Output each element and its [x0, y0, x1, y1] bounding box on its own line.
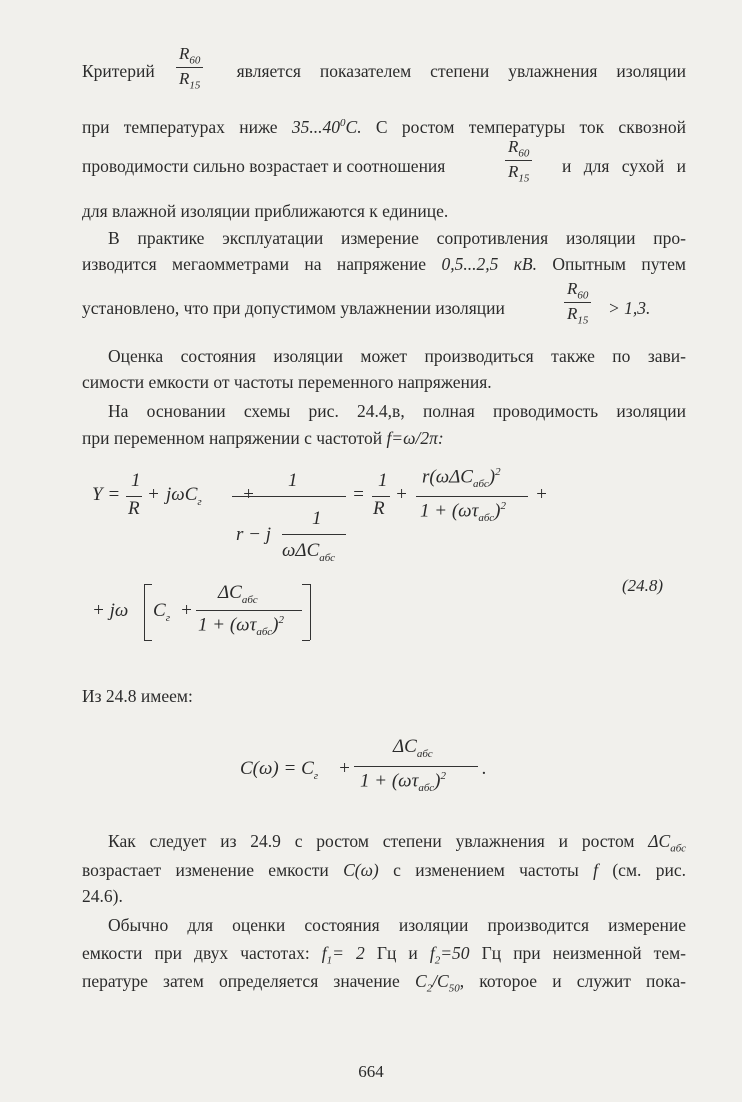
- f1: [321, 943, 365, 967]
- text: пературе затем определяется значение: [82, 971, 415, 991]
- eq-cg: [153, 600, 170, 624]
- dc-abc: [648, 831, 686, 855]
- para5-line2: [82, 859, 686, 881]
- t: =50: [440, 943, 470, 963]
- sub: 15: [189, 79, 201, 92]
- eq-op: +: [338, 758, 351, 779]
- voltage: 0,5...2,5 кВ.: [441, 254, 537, 274]
- t: ΔC: [393, 736, 417, 757]
- sub: абс: [319, 551, 336, 564]
- sub: 1: [326, 954, 333, 967]
- eq-op: +: [180, 600, 193, 621]
- eq2-den: [360, 770, 446, 794]
- t: f: [321, 943, 327, 963]
- t: = 2: [332, 943, 365, 963]
- eq-num: 1: [131, 470, 141, 491]
- eq-jwcg: [166, 484, 202, 508]
- eq-den: r − j: [236, 524, 271, 545]
- sub: 50: [448, 982, 460, 995]
- sup: 2: [500, 500, 506, 512]
- para4-line1: [108, 400, 686, 422]
- eq-num: 1: [378, 470, 388, 491]
- sub: абс: [670, 842, 686, 855]
- t: ΔC: [218, 582, 242, 603]
- eq-op: +: [395, 484, 408, 505]
- f2: [429, 943, 470, 967]
- para1-line2: [82, 112, 686, 138]
- para1-line4: [82, 200, 686, 222]
- t: ): [488, 466, 496, 488]
- sub: абс: [418, 782, 435, 795]
- para6-line2: [82, 942, 686, 972]
- eq-number: (24.8): [622, 576, 664, 595]
- text: установлено, что при допустимом увлажнении изоляции: [82, 298, 505, 318]
- para2-line3-end: [608, 297, 688, 319]
- t: f: [429, 943, 435, 963]
- sub: абс: [416, 747, 433, 760]
- t: C: [415, 971, 427, 991]
- sub: г: [197, 495, 202, 508]
- sub: г: [165, 611, 170, 624]
- t: 1 + (ωτ: [198, 614, 257, 636]
- text: при переменном напряжении с частотой: [82, 428, 387, 448]
- eq-op: +: [242, 484, 255, 505]
- text: , которое и служит пока-: [459, 971, 687, 991]
- para6-line1: [108, 914, 686, 936]
- eq2-num: [393, 736, 433, 760]
- eq-op: =: [352, 484, 365, 505]
- temp: 35...40: [291, 116, 341, 137]
- f: f: [593, 860, 599, 880]
- eq-num3: [218, 582, 258, 606]
- t: C: [153, 600, 166, 621]
- fraction-r60-r15: [176, 44, 203, 92]
- t: C(ω) = C: [240, 758, 314, 779]
- c2-c50: [415, 971, 460, 995]
- para2-line1: [108, 227, 686, 249]
- text: Гц при неизменной тем-: [469, 943, 686, 963]
- text: является показателем степени увлажнения изоляции: [236, 61, 687, 81]
- text: проводимости сильно возрастает и соотношения: [82, 156, 446, 176]
- text: Гц и: [364, 943, 430, 963]
- text: > 1,3.: [608, 298, 651, 318]
- eq-num2: [422, 466, 501, 490]
- t: ωΔC: [282, 540, 320, 561]
- para3-line1: [108, 345, 686, 367]
- eq2-lhs: [240, 758, 318, 782]
- sub: 2: [434, 954, 441, 967]
- para4-line2: [82, 427, 686, 449]
- t: /C: [432, 971, 449, 991]
- text: с изменением частоты: [378, 860, 594, 880]
- sub: абс: [256, 626, 273, 639]
- t: ): [272, 614, 279, 636]
- para2-line3: [82, 297, 686, 319]
- sub: 60: [518, 147, 530, 160]
- fraction-r60-r15-3: [564, 279, 591, 327]
- sub: абс: [472, 478, 489, 491]
- text: Из 24.8 имеем:: [82, 686, 193, 706]
- eq-den: R: [373, 498, 385, 519]
- t: r(ωΔC: [422, 466, 473, 488]
- t: jωC: [166, 484, 198, 505]
- text-after-eq1: [82, 685, 686, 707]
- text: С ростом температуры ток сквозной: [361, 116, 686, 137]
- sup: 2: [278, 614, 284, 626]
- text: изводится мегаомметрами на напряжение: [82, 254, 442, 274]
- text: Обычно для оценки состояния изоляции производится измерение: [108, 915, 686, 935]
- sub: г: [313, 769, 319, 782]
- eq-den2: [420, 500, 506, 524]
- para2-line2: [82, 253, 686, 275]
- eq-jw: + jω: [92, 600, 129, 621]
- eq-den: R: [128, 498, 140, 519]
- text: Опытным путем: [536, 254, 686, 274]
- sub: абс: [241, 593, 258, 606]
- text: емкости при двух частотах:: [82, 943, 322, 963]
- eq-op: +: [535, 484, 548, 505]
- eq-num: 1: [288, 470, 298, 491]
- text: для влажной изоляции приближаются к единице.: [82, 201, 449, 221]
- text: при температурах ниже: [82, 116, 292, 137]
- text: На основании схемы рис. 24.4,в, полная проводимость изоляции: [108, 401, 686, 421]
- text: и для сухой и: [562, 156, 686, 176]
- sup: 0: [340, 117, 346, 129]
- sub: 60: [577, 289, 589, 302]
- unit: C.: [345, 116, 362, 137]
- fraction-r60-r15-2: [505, 137, 532, 185]
- sup: 2: [495, 466, 501, 478]
- eq-den3: [198, 614, 284, 638]
- c-omega: C(ω): [343, 860, 379, 880]
- den: R: [508, 162, 519, 182]
- sup: 2: [440, 770, 446, 782]
- sub: 15: [577, 314, 589, 327]
- para5-line3: [82, 885, 686, 907]
- text: Критерий: [82, 61, 155, 81]
- den: R: [567, 304, 578, 324]
- t: ): [494, 500, 501, 522]
- eq-dot: .: [482, 758, 487, 779]
- num: R: [179, 44, 190, 63]
- sub: 60: [189, 54, 201, 67]
- text: 24.6).: [82, 886, 123, 906]
- para1-line1: [82, 60, 686, 82]
- freq: f=ω/2π:: [386, 428, 444, 448]
- eq-num: 1: [312, 508, 322, 529]
- eq-op: +: [147, 484, 160, 505]
- sub: 2: [426, 982, 433, 995]
- sub: абс: [478, 512, 495, 525]
- sub: 15: [518, 172, 530, 185]
- text: Как следует из 24.9 с ростом степени увлажнения и ростом: [108, 831, 649, 851]
- text: (см. рис.: [598, 860, 686, 880]
- num: R: [567, 279, 578, 298]
- t: 1 + (ωτ: [360, 770, 419, 792]
- text: симости емкости от частоты переменного напряжения.: [82, 372, 492, 392]
- para6-line3: [82, 970, 686, 1000]
- num: R: [508, 137, 519, 156]
- t: 1 + (ωτ: [420, 500, 479, 522]
- t: ): [434, 770, 441, 792]
- text: Оценка состояния изоляции может производиться также по зави-: [108, 346, 686, 366]
- eq-wdc: [282, 540, 335, 564]
- den: R: [179, 69, 190, 89]
- para3-line2: [82, 371, 686, 393]
- text: В практике эксплуатации измерение сопротивления изоляции про-: [108, 228, 686, 248]
- text: возрастает изменение емкости: [82, 860, 344, 880]
- para5-line1: [108, 830, 686, 860]
- page-number: 664: [358, 1062, 384, 1081]
- t: ΔC: [648, 831, 671, 851]
- para1-line3-end: [562, 155, 686, 177]
- eq-lhs: Y =: [92, 484, 121, 505]
